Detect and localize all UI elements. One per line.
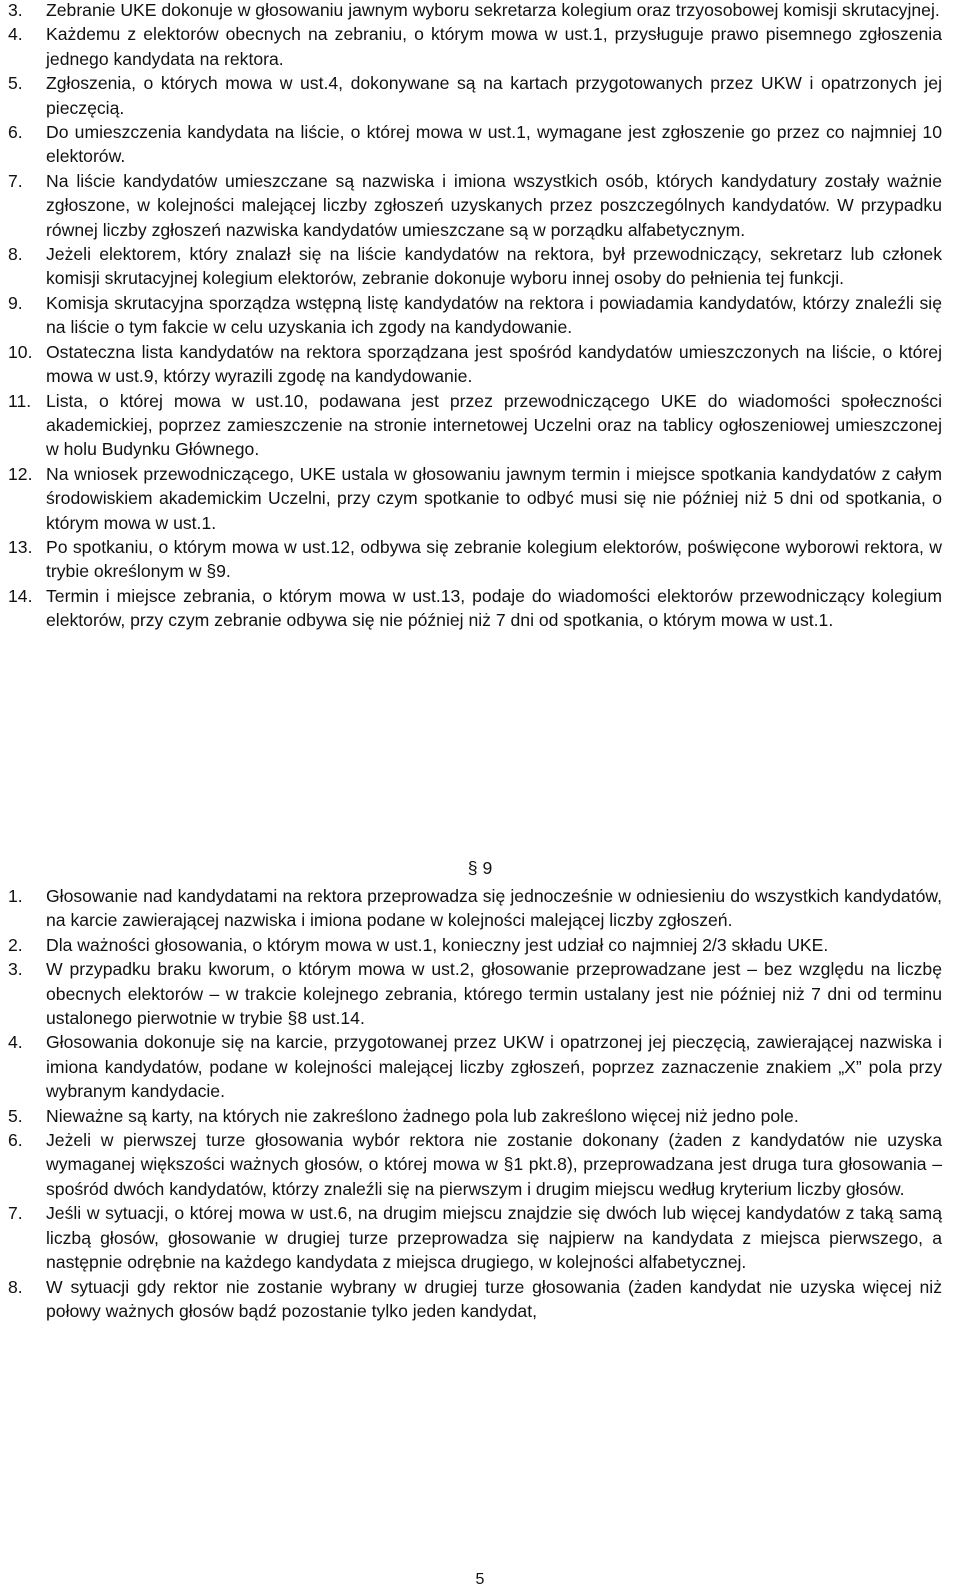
item-number: 12. [8, 463, 33, 484]
item-number: 10. [8, 341, 33, 362]
item-text: Lista, o której mowa w ust.10, podawana jest przez przewodniczącego UKE do wiadomości społeczności akademickiej, poprzez zamieszczenie na stronie internetowej Uczelni oraz na tablicy ogłoszeniowej umieszczonej w holu Budynku Głównego. [46, 390, 942, 460]
item-text: Do umieszczenia kandydata na liście, o której mowa w ust.1, wymagane jest zgłoszenie go przez co najmniej 10 elektorów. [46, 122, 942, 167]
list-item [8, 1128, 942, 1201]
item-text: Głosowania dokonuje się na karcie, przygotowanej przez UKW i opatrzonej jej pieczęcią, zawierającej nazwiska i imiona kandydatów, podane w kolejności malejącej liczby zgłoszeń, poprzez zaznaczenie znakiem „X” pola przy wybranym kandydacie. [46, 1032, 942, 1102]
item-text: Zebranie UKE dokonuje w głosowaniu jawnym wyboru sekretarza kolegium oraz trzyosobowej komisji skrutacyjnej. [46, 0, 940, 20]
item-number: 6. [8, 1130, 23, 1151]
list-item [8, 242, 942, 291]
item-text: Na liście kandydatów umieszczane są nazwiska i imiona wszystkich osób, których kandydatury zostały ważnie zgłoszone, w kolejności malejącej liczby zgłoszeń uzyskanych przez poszczególnych kandydatów. W przypadku równej liczby zgłoszeń nazwiska kandydatów umieszczane są w porządku alfabetycznym. [46, 170, 942, 240]
list-item [8, 584, 942, 633]
section-heading: § 9 [467, 858, 493, 878]
item-number: 13. [8, 536, 33, 557]
item-text: W przypadku braku kworum, o którym mowa w ust.2, głosowanie przeprowadzane jest – bez względu na liczbę obecnych elektorów – w trakcie kolejnego zebrania, którego termin ustalany jest nie później niż 7 dni od terminu ustalonego pierwotnie w trybie §8 ust.14. [46, 959, 942, 1029]
item-text: Jeżeli w pierwszej turze głosowania wybór rektora nie zostanie dokonany (żaden z kandydatów nie uzyska wymaganej większości ważnych głosów, o której mowa w §1 pkt.8), przeprowadzana jest druga tura głosowania – spośród dwóch kandydatów, którzy znaleźli się na pierwszym i drugim miejscu według kryterium liczby głosów. [46, 1130, 942, 1199]
list-item [8, 340, 942, 389]
item-number: 9. [8, 292, 23, 313]
list-item [8, 1030, 942, 1103]
list-item [8, 957, 942, 1030]
list-item [8, 535, 942, 584]
item-text: Termin i miejsce zebrania, o którym mowa w ust.13, podaje do wiadomości elektorów przewodniczący kolegium elektorów, przy czym zebranie odbywa się nie później niż 7 dni od spotkania, o którym mowa w ust.1. [46, 585, 942, 631]
item-number: 8. [8, 1276, 23, 1297]
item-number: 3. [8, 0, 23, 20]
item-text: Po spotkaniu, o którym mowa w ust.12, odbywa się zebranie kolegium elektorów, poświęcone wyborowi rektora, w trybie określonym w §9. [46, 536, 942, 582]
list-item [8, 1275, 942, 1324]
item-number: 1. [8, 886, 23, 906]
item-text: Ostateczna lista kandydatów na rektora sporządzana jest spośród kandydatów umieszczonych na liście, o której mowa w ust.9, którzy wyrazili zgodę na kandydowanie. [46, 341, 942, 387]
item-text: Zgłoszenia, o których mowa w ust.4, dokonywane są na kartach przygotowanych przez UKW i opatrzonych jej pieczęcią. [46, 73, 942, 118]
item-text: Każdemu z elektorów obecnych na zebraniu, o którym mowa w ust.1, przysługuje prawo pisemnego zgłoszenia jednego kandydata na rektora. [46, 24, 942, 69]
item-number: 3. [8, 959, 23, 980]
list-item [8, 71, 942, 120]
item-text: Nieważne są karty, na których nie zakreślono żadnego pola lub zakreślono więcej niż jedno pole. [46, 1105, 799, 1126]
item-text: Głosowanie nad kandydatami na rektora przeprowadza się jednocześnie w odniesieniu do wszystkich kandydatów, na karcie zawierającej nazwiska i imiona podane w kolejności malejącej liczby zgłoszeń. [46, 886, 942, 931]
item-number: 8. [8, 244, 23, 265]
item-number: 6. [8, 122, 23, 143]
list-item [8, 1201, 942, 1274]
paragraph-list-section-8 [8, 0, 942, 633]
item-number: 2. [8, 934, 23, 955]
paragraph-list-section-9 [8, 884, 942, 1323]
item-text: Dla ważności głosowania, o którym mowa w ust.1, konieczny jest udział co najmniej 2/3 składu UKE. [46, 934, 829, 955]
item-number: 11. [8, 390, 32, 411]
item-text: Na wniosek przewodniczącego, UKE ustala w głosowaniu jawnym termin i miejsce spotkania kandydatów z całym środowiskiem akademickim Uczelni, przy czym spotkanie to odbyć musi się nie później niż 5 dni od spotkania, o którym mowa w ust.1. [46, 463, 942, 533]
item-number: 4. [8, 24, 23, 45]
list-item [8, 1104, 942, 1128]
list-item [8, 462, 942, 535]
list-item [8, 120, 942, 169]
item-number: 7. [8, 170, 23, 191]
list-item [8, 389, 942, 462]
list-item [8, 884, 942, 933]
item-number: 14. [8, 585, 33, 606]
item-text: Jeżeli elektorem, który znalazł się na liście kandydatów na rektora, był przewodniczący, sekretarz lub członek komisji skrutacyjnej kolegium elektorów, zebranie dokonuje wyboru innej osoby do pełnienia tej funkcji. [46, 244, 942, 289]
item-number: 5. [8, 73, 23, 94]
list-item [8, 22, 942, 71]
list-item [8, 933, 942, 957]
item-number: 4. [8, 1032, 23, 1053]
item-number: 5. [8, 1105, 23, 1126]
list-item [8, 0, 942, 22]
page-number: 5 [475, 1571, 485, 1588]
item-number: 7. [8, 1203, 23, 1224]
item-text: W sytuacji gdy rektor nie zostanie wybrany w drugiej turze głosowania (żaden kandydat nie uzyska więcej niż połowy ważnych głosów bądź pozostanie tylko jeden kandydat, [46, 1276, 942, 1321]
item-text: Jeśli w sytuacji, o której mowa w ust.6, na drugim miejscu znajdzie się dwóch lub więcej kandydatów z taką samą liczbą głosów, głosowanie w drugiej turze przeprowadza się najpierw na kandydata z miejsca pierwszego, a następnie odrębnie na każdego kandydata z miejsca drugiego, w kolejności alfabetycznej. [46, 1203, 942, 1273]
list-item [8, 291, 942, 340]
list-item [8, 169, 942, 242]
item-text: Komisja skrutacyjna sporządza wstępną listę kandydatów na rektora i powiadamia kandydatów, którzy znaleźli się na liście o tym fakcie w celu uzyskania ich zgody na kandydowanie. [46, 292, 942, 338]
